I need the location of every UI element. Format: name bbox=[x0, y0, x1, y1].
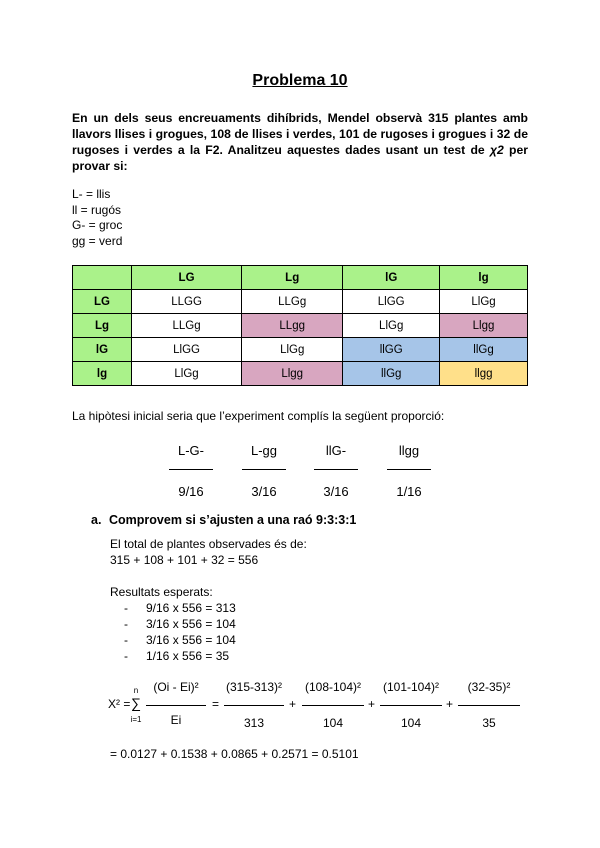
table-row bbox=[73, 290, 528, 314]
ratio-value: 1/16 bbox=[396, 484, 422, 499]
plus-sign: + bbox=[446, 697, 454, 711]
section-title: Comprovem si s’ajusten a una raó 9:3:3:1 bbox=[109, 513, 357, 527]
section-heading bbox=[91, 513, 356, 527]
fraction-line bbox=[314, 469, 358, 484]
fraction-line bbox=[458, 705, 520, 706]
term-denominator: 104 bbox=[322, 716, 344, 730]
bullet-dash: - bbox=[124, 649, 128, 663]
chi-symbol: χ2 bbox=[489, 143, 504, 157]
expected-value: 9/16 x 556 = 313 bbox=[146, 601, 236, 615]
fraction-line bbox=[242, 469, 286, 484]
fraction-line bbox=[387, 469, 431, 484]
bullet-dash: - bbox=[124, 601, 128, 615]
table-row bbox=[73, 362, 528, 386]
table-cell: LLGg bbox=[132, 314, 242, 338]
list-item bbox=[124, 617, 236, 631]
table-row bbox=[73, 338, 528, 362]
term-numerator: (32-35)² bbox=[467, 680, 511, 694]
fraction-line bbox=[302, 705, 364, 706]
table-cell: LlGg bbox=[440, 290, 528, 314]
total-text: El total de plantes observades és de: bbox=[110, 537, 307, 551]
ratio-value: 3/16 bbox=[251, 484, 277, 499]
list-item bbox=[124, 633, 236, 647]
equals-sign: = bbox=[212, 697, 220, 711]
expected-value: 1/16 x 556 = 35 bbox=[146, 649, 230, 663]
ratio-value: 3/16 bbox=[323, 484, 349, 499]
legend-item: L- = llis bbox=[72, 187, 111, 201]
expected-value: 3/16 x 556 = 104 bbox=[146, 633, 236, 647]
expected-title: Resultats esperats: bbox=[110, 585, 213, 599]
intro-text: En un dels seus encreuaments dihíbrids, Mendel observà 315 plantes amb llavors llises i grogues, 108 de llises i verdes, 101 de rugoses i grogues i 32 de rugoses i verdes a la F2. Analitzeu aquestes dades usant un test de bbox=[72, 111, 528, 157]
problem-statement bbox=[72, 110, 528, 174]
section-label: a. bbox=[91, 513, 102, 527]
ratio-fraction bbox=[379, 443, 439, 499]
table-cell: llGg bbox=[343, 362, 440, 386]
plus-sign: + bbox=[368, 697, 376, 711]
column-header: lG bbox=[343, 266, 440, 290]
row-header: lG bbox=[73, 338, 132, 362]
ratio-fraction bbox=[234, 443, 294, 499]
ratio-fraction bbox=[161, 443, 221, 499]
fraction-line bbox=[224, 705, 284, 706]
table-header-row bbox=[73, 266, 528, 290]
table-cell: llGG bbox=[343, 338, 440, 362]
row-header: Lg bbox=[73, 314, 132, 338]
table-row bbox=[73, 314, 528, 338]
table-cell: llgg bbox=[440, 362, 528, 386]
term-numerator: (315-313)² bbox=[225, 680, 283, 694]
ratio-fraction bbox=[306, 443, 366, 499]
table-cell: LlGG bbox=[132, 338, 242, 362]
fraction-line bbox=[169, 469, 213, 484]
expected-value: 3/16 x 556 = 104 bbox=[146, 617, 236, 631]
term-denominator: 35 bbox=[482, 716, 496, 730]
formula-numerator: (Oi - Ei)² bbox=[153, 680, 199, 694]
sigma-symbol: ∑ bbox=[131, 695, 141, 711]
intro-text-end: per provar si: bbox=[72, 143, 528, 173]
table-cell: LlGg bbox=[132, 362, 242, 386]
legend-item: gg = verd bbox=[72, 233, 123, 248]
sum-upper-limit: n bbox=[133, 686, 139, 695]
term-denominator: 104 bbox=[400, 716, 422, 730]
list-item bbox=[124, 649, 229, 663]
formula-denominator: Ei bbox=[170, 713, 182, 727]
bullet-dash: - bbox=[124, 633, 128, 647]
column-header: LG bbox=[132, 266, 242, 290]
ratio-value: 9/16 bbox=[178, 484, 204, 499]
row-header: lg bbox=[73, 362, 132, 386]
phenotype-label: llgg bbox=[398, 443, 420, 458]
plus-sign: + bbox=[289, 697, 297, 711]
fraction-line bbox=[380, 705, 442, 706]
column-header: Lg bbox=[242, 266, 343, 290]
total-sum: 315 + 108 + 101 + 32 = 556 bbox=[110, 553, 259, 567]
hypothesis-text: La hipòtesi inicial seria que l’experiment complís la següent proporció: bbox=[72, 409, 445, 423]
fraction-line bbox=[146, 705, 206, 706]
table-cell: LlGg bbox=[343, 314, 440, 338]
term-denominator: 313 bbox=[243, 716, 265, 730]
chi-square-result: = 0.0127 + 0.1538 + 0.0865 + 0.2571 = 0.5101 bbox=[110, 747, 359, 761]
table-cell: Llgg bbox=[242, 362, 343, 386]
punnett-square bbox=[72, 265, 528, 386]
phenotype-label: L-gg bbox=[250, 443, 278, 458]
table-cell: LLGG bbox=[132, 290, 242, 314]
page-title: Problema 10 bbox=[252, 72, 348, 89]
phenotype-label: llG- bbox=[325, 443, 347, 458]
row-header: LG bbox=[73, 290, 132, 314]
table-cell: llGg bbox=[440, 338, 528, 362]
formula-lhs: X² = bbox=[108, 697, 131, 711]
table-cell: Llgg bbox=[440, 314, 528, 338]
table-cell: LlGg bbox=[242, 338, 343, 362]
allele-legend bbox=[72, 187, 122, 249]
bullet-dash: - bbox=[124, 617, 128, 631]
column-header: lg bbox=[440, 266, 528, 290]
term-numerator: (101-104)² bbox=[382, 680, 440, 694]
table-corner-cell bbox=[73, 266, 132, 290]
sum-lower-limit: i=1 bbox=[130, 715, 142, 724]
term-numerator: (108-104)² bbox=[304, 680, 362, 694]
table-cell: LLgg bbox=[242, 314, 343, 338]
phenotype-label: L-G- bbox=[178, 443, 204, 458]
table-cell: LlGG bbox=[343, 290, 440, 314]
table-cell: LLGg bbox=[242, 290, 343, 314]
list-item bbox=[124, 601, 236, 615]
legend-item: ll = rugós bbox=[72, 202, 122, 217]
legend-item: G- = groc bbox=[72, 218, 123, 232]
